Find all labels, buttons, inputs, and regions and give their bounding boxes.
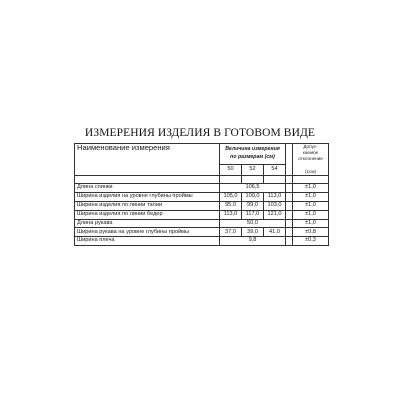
table-row bbox=[75, 183, 329, 192]
measurement-name: Ширина изделия по линии бедер bbox=[75, 210, 220, 219]
header-value-cell bbox=[220, 144, 286, 165]
blank-cell bbox=[286, 175, 293, 183]
spacer-cell bbox=[286, 237, 293, 246]
measurement-name: Ширина изделия на уровне глубины проймы bbox=[75, 192, 220, 201]
header-tolerance-line2: каемое bbox=[302, 150, 319, 156]
table-row bbox=[75, 210, 329, 219]
measurement-name: Ширина изделия по линии талии bbox=[75, 201, 220, 210]
blank-cell bbox=[293, 175, 329, 183]
measurement-value: 50,0 bbox=[220, 219, 286, 228]
header-spacer-cell bbox=[286, 144, 293, 176]
measurements-table bbox=[74, 143, 329, 246]
tolerance-value: ±1,0 bbox=[293, 201, 329, 210]
header-tolerance-line3: отклонение bbox=[298, 156, 323, 162]
measurement-value: 109,0 bbox=[242, 192, 264, 201]
measurement-name: Длина спинки bbox=[75, 183, 220, 192]
measurement-value: 103,0 bbox=[264, 201, 286, 210]
header-tolerance-line4: (1см) bbox=[304, 168, 317, 174]
measurement-value: 41,0 bbox=[264, 228, 286, 237]
measurement-name: Ширина рукава на уровне глубины проймы bbox=[75, 228, 220, 237]
measurement-value: 117,0 bbox=[242, 210, 264, 219]
measurement-name: Длина рукава bbox=[75, 219, 220, 228]
measurement-value: 113,0 bbox=[264, 192, 286, 201]
table-row bbox=[75, 201, 329, 210]
measurement-name: Ширина плеча bbox=[75, 237, 220, 246]
document-title: ИЗМЕРЕНИЯ ИЗДЕЛИЯ В ГОТОВОМ ВИДЕ bbox=[84, 127, 316, 139]
spacer-cell bbox=[286, 183, 293, 192]
size-header-cell: 54 bbox=[264, 164, 286, 175]
blank-cell bbox=[220, 175, 242, 183]
tolerance-value: ±1,0 bbox=[293, 183, 329, 192]
table-header-row bbox=[75, 144, 329, 165]
tolerance-value: ±0,3 bbox=[293, 237, 329, 246]
size-header-cell: 52 bbox=[242, 164, 264, 175]
measurement-value: 37,0 bbox=[220, 228, 242, 237]
spacer-cell bbox=[286, 192, 293, 201]
measurement-value: 121,0 bbox=[264, 210, 286, 219]
size-header-cell: 50 bbox=[220, 164, 242, 175]
blank-cell bbox=[264, 175, 286, 183]
spacer-cell bbox=[286, 201, 293, 210]
table-row bbox=[75, 228, 329, 237]
header-tolerance-line1: Допус- bbox=[303, 144, 318, 149]
spacer-cell bbox=[286, 228, 293, 237]
measurement-value: 95,0 bbox=[220, 201, 242, 210]
measurement-value: 39,0 bbox=[242, 228, 264, 237]
table-row bbox=[75, 192, 329, 201]
header-value-line2: по размерам (см) bbox=[230, 153, 275, 160]
header-name-cell: Наименование измерения bbox=[75, 144, 220, 176]
tolerance-value: ±1,0 bbox=[293, 192, 329, 201]
header-value-line1: Величина измерения bbox=[225, 146, 280, 153]
table-row bbox=[75, 237, 329, 246]
tolerance-value: ±0,8 bbox=[293, 228, 329, 237]
header-tolerance-cell bbox=[293, 144, 329, 176]
blank-cell bbox=[242, 175, 264, 183]
measurement-value: 99,0 bbox=[242, 201, 264, 210]
spacer-cell bbox=[286, 210, 293, 219]
measurement-value: 9,8 bbox=[220, 237, 286, 246]
tolerance-value: ±1,0 bbox=[293, 219, 329, 228]
spacer-cell bbox=[286, 219, 293, 228]
measurement-value: 105,0 bbox=[220, 192, 242, 201]
tolerance-value: ±1,0 bbox=[293, 210, 329, 219]
measurement-value: 106,5 bbox=[220, 183, 286, 192]
blank-cell bbox=[75, 175, 220, 183]
measurement-value: 113,0 bbox=[220, 210, 242, 219]
table-row bbox=[75, 219, 329, 228]
blank-row bbox=[75, 175, 329, 183]
